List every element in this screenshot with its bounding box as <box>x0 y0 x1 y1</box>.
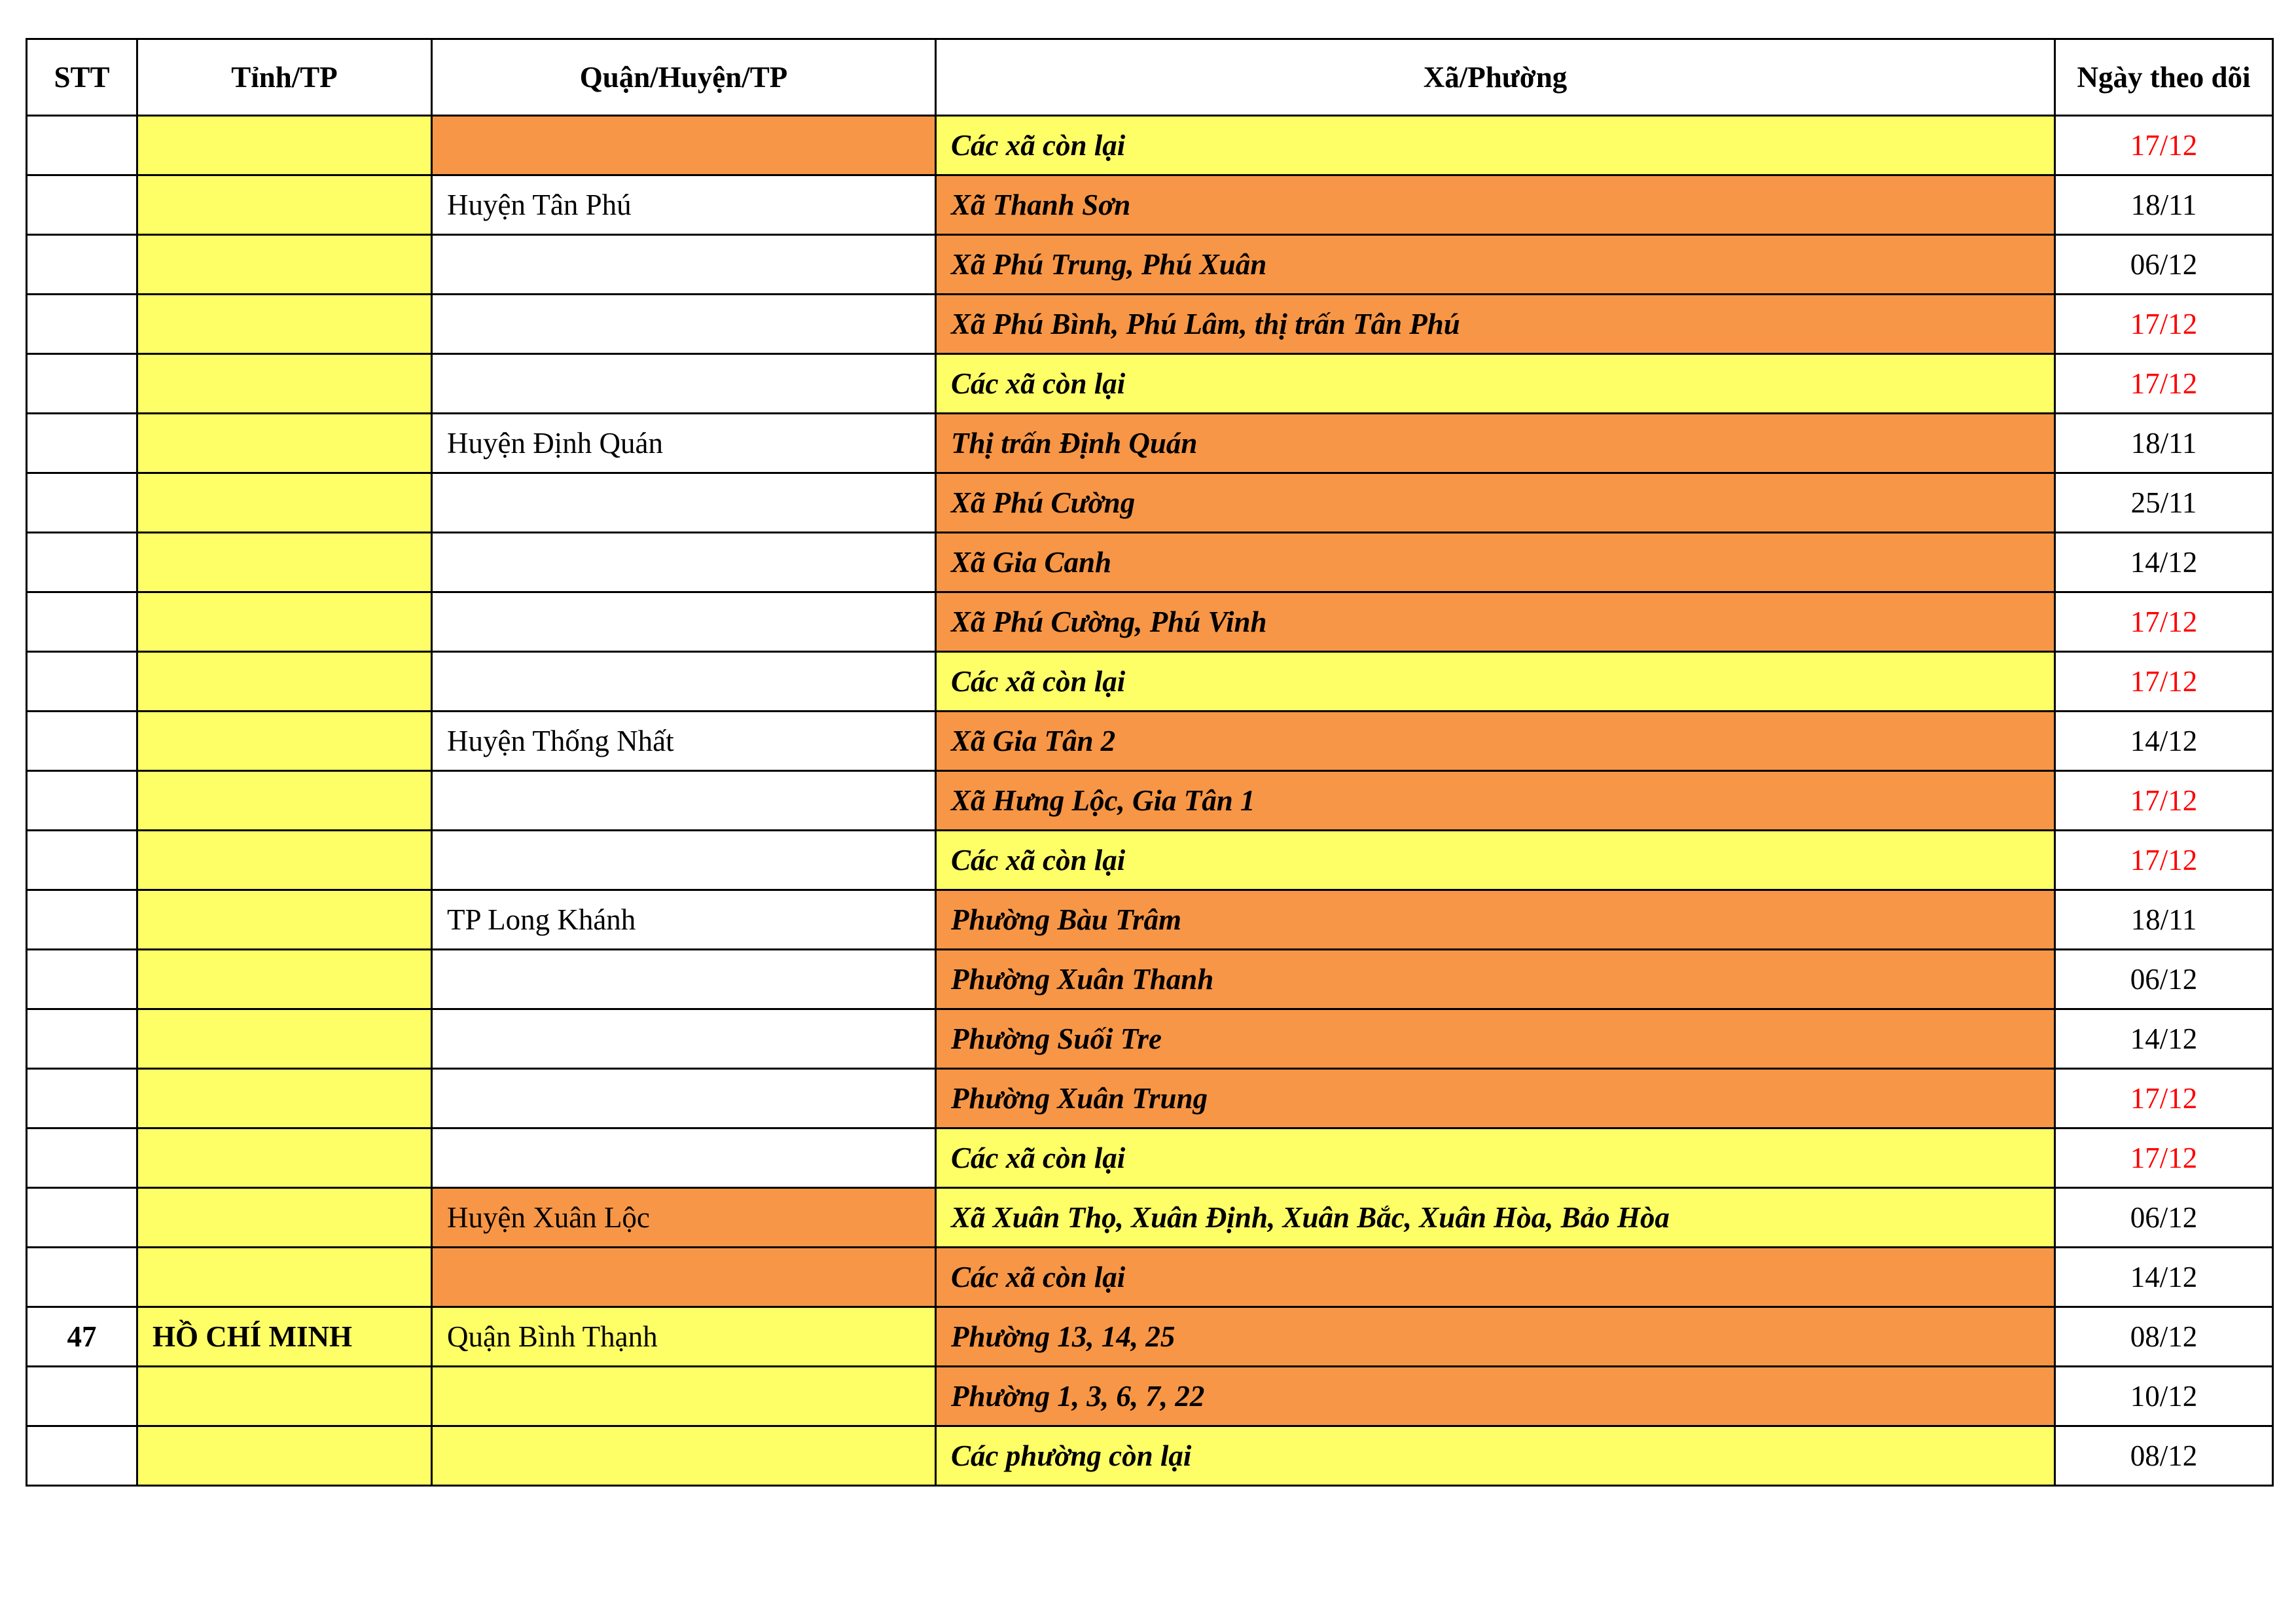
date-cell: 10/12 <box>2055 1367 2273 1426</box>
district-cell: TP Long Khánh <box>432 890 936 950</box>
date-cell: 18/11 <box>2055 890 2273 950</box>
ward-cell: Xã Gia Canh <box>936 533 2055 592</box>
date-cell: 06/12 <box>2055 1188 2273 1248</box>
district-cell <box>432 473 936 533</box>
table-row <box>27 533 2273 592</box>
table-row <box>27 592 2273 652</box>
province-cell <box>137 414 432 473</box>
table-row <box>27 473 2273 533</box>
table-row <box>27 235 2273 295</box>
district-cell <box>432 592 936 652</box>
table-body <box>27 116 2273 1486</box>
province-cell: HỒ CHÍ MINH <box>137 1307 432 1367</box>
table-row <box>27 1248 2273 1307</box>
district-cell <box>432 1426 936 1486</box>
stt-cell <box>27 414 137 473</box>
date-cell: 25/11 <box>2055 473 2273 533</box>
date-cell: 17/12 <box>2055 116 2273 175</box>
table-row <box>27 116 2273 175</box>
date-cell: 17/12 <box>2055 354 2273 414</box>
stt-cell <box>27 1426 137 1486</box>
ward-cell: Phường Bàu Trâm <box>936 890 2055 950</box>
province-cell <box>137 175 432 235</box>
stt-cell <box>27 652 137 712</box>
stt-cell <box>27 1009 137 1069</box>
ward-cell: Xã Phú Cường, Phú Vinh <box>936 592 2055 652</box>
province-cell <box>137 1009 432 1069</box>
date-cell: 17/12 <box>2055 592 2273 652</box>
ward-cell: Phường Xuân Thanh <box>936 950 2055 1009</box>
district-cell <box>432 1128 936 1188</box>
header-row <box>27 39 2273 116</box>
district-cell <box>432 235 936 295</box>
ward-cell: Xã Phú Cường <box>936 473 2055 533</box>
stt-cell <box>27 354 137 414</box>
header-province: Tỉnh/TP <box>137 39 432 116</box>
stt-cell <box>27 1367 137 1426</box>
ward-cell: Các xã còn lại <box>936 1248 2055 1307</box>
date-cell: 18/11 <box>2055 175 2273 235</box>
table-row <box>27 1307 2273 1367</box>
province-cell <box>137 771 432 831</box>
district-cell <box>432 1009 936 1069</box>
table-row <box>27 771 2273 831</box>
table-row <box>27 890 2273 950</box>
ward-cell: Xã Xuân Thọ, Xuân Định, Xuân Bắc, Xuân Hòa, Bảo Hòa <box>936 1188 2055 1248</box>
district-cell <box>432 831 936 890</box>
date-cell: 06/12 <box>2055 235 2273 295</box>
stt-cell <box>27 712 137 771</box>
ward-cell: Xã Hưng Lộc, Gia Tân 1 <box>936 771 2055 831</box>
province-cell <box>137 890 432 950</box>
ward-cell: Các xã còn lại <box>936 354 2055 414</box>
ward-cell: Thị trấn Định Quán <box>936 414 2055 473</box>
stt-cell <box>27 116 137 175</box>
province-cell <box>137 1248 432 1307</box>
province-cell <box>137 712 432 771</box>
table-row <box>27 1009 2273 1069</box>
province-cell <box>137 592 432 652</box>
province-cell <box>137 235 432 295</box>
table-row <box>27 1128 2273 1188</box>
date-cell: 17/12 <box>2055 831 2273 890</box>
table-row <box>27 831 2273 890</box>
header-stt: STT <box>27 39 137 116</box>
stt-cell <box>27 473 137 533</box>
stt-cell <box>27 1248 137 1307</box>
stt-cell <box>27 175 137 235</box>
ward-cell: Phường Suối Tre <box>936 1009 2055 1069</box>
province-cell <box>137 950 432 1009</box>
ward-cell: Các phường còn lại <box>936 1426 2055 1486</box>
ward-cell: Các xã còn lại <box>936 1128 2055 1188</box>
province-cell <box>137 533 432 592</box>
district-cell: Quận Bình Thạnh <box>432 1307 936 1367</box>
stt-cell <box>27 771 137 831</box>
province-cell <box>137 831 432 890</box>
province-cell <box>137 1128 432 1188</box>
date-cell: 14/12 <box>2055 712 2273 771</box>
table-row <box>27 354 2273 414</box>
ward-cell: Phường Xuân Trung <box>936 1069 2055 1128</box>
district-cell <box>432 1069 936 1128</box>
date-cell: 17/12 <box>2055 1069 2273 1128</box>
header-ward: Xã/Phường <box>936 39 2055 116</box>
district-cell: Huyện Tân Phú <box>432 175 936 235</box>
province-cell <box>137 1188 432 1248</box>
stt-cell <box>27 235 137 295</box>
district-cell <box>432 116 936 175</box>
ward-cell: Phường 13, 14, 25 <box>936 1307 2055 1367</box>
stt-cell <box>27 1128 137 1188</box>
province-cell <box>137 295 432 354</box>
stt-cell <box>27 831 137 890</box>
stt-cell <box>27 1069 137 1128</box>
district-cell <box>432 1248 936 1307</box>
district-cell: Huyện Thống Nhất <box>432 712 936 771</box>
table-row <box>27 652 2273 712</box>
date-cell: 08/12 <box>2055 1426 2273 1486</box>
date-cell: 08/12 <box>2055 1307 2273 1367</box>
tracking-table <box>26 38 2274 1487</box>
date-cell: 17/12 <box>2055 771 2273 831</box>
date-cell: 18/11 <box>2055 414 2273 473</box>
ward-cell: Các xã còn lại <box>936 652 2055 712</box>
stt-cell <box>27 890 137 950</box>
header-date: Ngày theo dõi <box>2055 39 2273 116</box>
table-row <box>27 295 2273 354</box>
ward-cell: Xã Thanh Sơn <box>936 175 2055 235</box>
ward-cell: Phường 1, 3, 6, 7, 22 <box>936 1367 2055 1426</box>
province-cell <box>137 1367 432 1426</box>
province-cell <box>137 1069 432 1128</box>
date-cell: 17/12 <box>2055 295 2273 354</box>
table-row <box>27 1426 2273 1486</box>
ward-cell: Xã Phú Trung, Phú Xuân <box>936 235 2055 295</box>
ward-cell: Các xã còn lại <box>936 831 2055 890</box>
stt-cell <box>27 1188 137 1248</box>
district-cell <box>432 354 936 414</box>
province-cell <box>137 473 432 533</box>
stt-cell <box>27 950 137 1009</box>
district-cell: Huyện Xuân Lộc <box>432 1188 936 1248</box>
ward-cell: Xã Gia Tân 2 <box>936 712 2055 771</box>
province-cell <box>137 116 432 175</box>
province-cell <box>137 1426 432 1486</box>
province-cell <box>137 354 432 414</box>
header-district: Quận/Huyện/TP <box>432 39 936 116</box>
table-row <box>27 175 2273 235</box>
date-cell: 17/12 <box>2055 1128 2273 1188</box>
date-cell: 17/12 <box>2055 652 2273 712</box>
stt-cell <box>27 592 137 652</box>
table-row <box>27 1069 2273 1128</box>
date-cell: 06/12 <box>2055 950 2273 1009</box>
province-cell <box>137 652 432 712</box>
district-cell <box>432 652 936 712</box>
district-cell: Huyện Định Quán <box>432 414 936 473</box>
stt-cell <box>27 295 137 354</box>
table-row <box>27 1367 2273 1426</box>
table-row <box>27 950 2273 1009</box>
table-row <box>27 712 2273 771</box>
table-row <box>27 414 2273 473</box>
district-cell <box>432 771 936 831</box>
district-cell <box>432 533 936 592</box>
district-cell <box>432 1367 936 1426</box>
date-cell: 14/12 <box>2055 533 2273 592</box>
stt-cell <box>27 533 137 592</box>
ward-cell: Xã Phú Bình, Phú Lâm, thị trấn Tân Phú <box>936 295 2055 354</box>
date-cell: 14/12 <box>2055 1248 2273 1307</box>
stt-cell: 47 <box>27 1307 137 1367</box>
ward-cell: Các xã còn lại <box>936 116 2055 175</box>
district-cell <box>432 950 936 1009</box>
table-row <box>27 1188 2273 1248</box>
district-cell <box>432 295 936 354</box>
date-cell: 14/12 <box>2055 1009 2273 1069</box>
